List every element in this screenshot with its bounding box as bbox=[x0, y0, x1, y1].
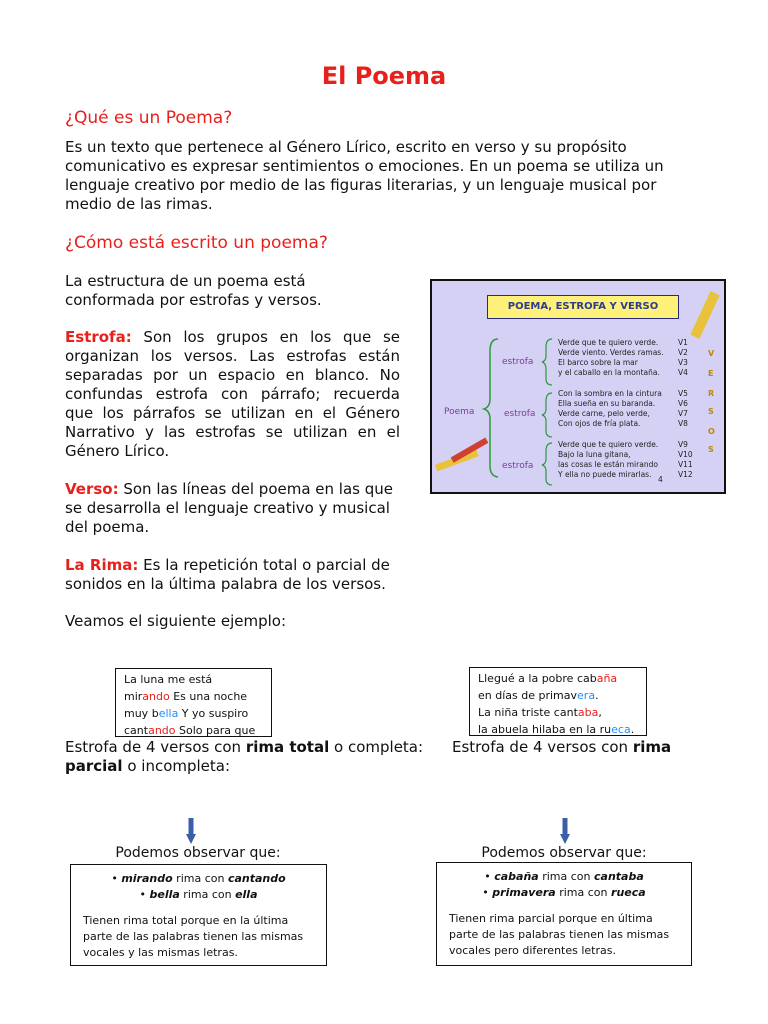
page-title: El Poema bbox=[321, 62, 447, 90]
diagram-verse-number: V12 bbox=[678, 470, 693, 479]
down-arrow-icon bbox=[186, 818, 196, 844]
right-summary-box bbox=[436, 862, 692, 966]
diagram-verse-line: Verde viento. Verdes ramas. bbox=[558, 348, 664, 357]
left-pair-1: • mirando rima con cantando bbox=[111, 872, 286, 885]
right-poem-line: La niña triste cantaba, bbox=[478, 706, 602, 719]
vertical-letter-r: R bbox=[708, 389, 715, 398]
vertical-letter-s2: S bbox=[708, 445, 714, 454]
diagram-verse-line: Verde carne, pelo verde, bbox=[558, 409, 650, 418]
rima-label: La Rima: bbox=[65, 556, 139, 574]
diagram-verse-line: Con ojos de fría plata. bbox=[558, 419, 641, 428]
left-poem-box bbox=[115, 668, 272, 737]
estrofa-label-2: estrofa bbox=[504, 409, 536, 419]
left-summary-note: Tienen rima total porque en la última parte de las palabras tienen las mismas vocales y las mismas letras. bbox=[83, 914, 304, 959]
diagram-verse-line: Ella sueña en su baranda. bbox=[558, 399, 656, 408]
left-summary-box bbox=[70, 864, 327, 966]
diagram-verse-line: Y ella no puede mirarlas. bbox=[558, 470, 652, 479]
left-pair-2: • bella rima con ella bbox=[139, 888, 258, 901]
diagram-verse-number: V8 bbox=[678, 419, 688, 428]
down-arrow-icon bbox=[560, 818, 570, 844]
diagram-verse-number: V3 bbox=[678, 358, 688, 367]
right-pair-1: • cabaña rima con cantaba bbox=[484, 870, 644, 883]
diagram-verse-number: V1 bbox=[678, 338, 688, 347]
diagram-verse-line: El barco sobre la mar bbox=[558, 358, 638, 367]
right-observe-label: Podemos observar que: bbox=[481, 845, 647, 861]
verso-text: Son las líneas del poema en las que se desarrolla el lenguaje creativo y musical del poema. bbox=[65, 480, 394, 536]
diagram-verse-line: y el caballo en la montaña. bbox=[558, 368, 660, 377]
left-poem-line: muy bella Y yo suspiro bbox=[124, 707, 249, 720]
rima-text: Es la repetición total o parcial de sonidos en la última palabra de los versos. bbox=[65, 556, 390, 593]
diagram-verse-number: V5 bbox=[678, 389, 688, 398]
diagram-verse-number: V6 bbox=[678, 399, 688, 408]
left-observe-label: Podemos observar que: bbox=[115, 845, 281, 861]
right-poem-box bbox=[469, 667, 647, 736]
diagram-header: POEMA, ESTROFA Y VERSO bbox=[487, 295, 679, 319]
diagram-verse-number: V9 bbox=[678, 440, 688, 449]
diagram-verse-number: V10 bbox=[678, 450, 693, 459]
verso-label: Verso: bbox=[65, 480, 119, 498]
diagram-verse-line: Verde que te quiero verde. bbox=[558, 440, 659, 449]
diagram-verse-number: V2 bbox=[678, 348, 688, 357]
diagram-verse-line: Bajo la luna gitana, bbox=[558, 450, 631, 459]
section-heading-what: ¿Qué es un Poema? bbox=[65, 108, 233, 128]
section-heading-how: ¿Cómo está escrito un poema? bbox=[65, 233, 328, 253]
diagram-verse-line: las cosas le están mirando bbox=[558, 460, 658, 469]
vertical-letter-o: O bbox=[708, 427, 715, 436]
right-poem-line: la abuela hilaba en la rueca. bbox=[478, 723, 635, 736]
estrofa-label: Estrofa: bbox=[65, 328, 132, 346]
left-poem-line: mirando Es una noche bbox=[124, 690, 248, 703]
rima-definition bbox=[65, 556, 400, 594]
right-summary-note: Tienen rima parcial porque en última parte de las palabras tienen las mismas vocales pero diferentes letras. bbox=[449, 912, 670, 957]
example-intro: Veamos el siguiente ejemplo: bbox=[65, 612, 287, 630]
left-poem-line: cantando Solo para que bbox=[124, 724, 256, 737]
diagram-verse-number: V11 bbox=[678, 460, 693, 469]
left-caption: Estrofa de 4 versos con rima total o completa: parcial o incompleta: bbox=[65, 738, 424, 775]
vertical-letter-v: V bbox=[708, 349, 715, 358]
right-caption: Estrofa de 4 versos con rima bbox=[452, 738, 672, 756]
estrofa-label-3: estrofa bbox=[502, 461, 534, 471]
estrofa-label-1: estrofa bbox=[502, 357, 534, 367]
right-pair-2: • primavera rima con rueca bbox=[482, 886, 646, 899]
estrofa-definition bbox=[65, 328, 400, 461]
poema-label: Poema bbox=[444, 407, 475, 417]
diagram-verse-number: V4 bbox=[678, 368, 688, 377]
estrofa-text: Son los grupos en los que se organizan los versos. Las estrofas están separadas por un espacio en blanco. No confundas estrofa con párrafo; recuerda que los párrafos se utilizan en el Género Narrativo y las estrofas se utilizan en el Género Lírico. bbox=[65, 328, 400, 460]
poem-structure-diagram bbox=[430, 279, 726, 494]
left-poem-line: La luna me está bbox=[124, 673, 213, 686]
verso-definition bbox=[65, 480, 400, 537]
vertical-letter-e: E bbox=[708, 369, 714, 378]
diagram-verse-line: Verde que te quiero verde. bbox=[558, 338, 659, 347]
right-poem-line: en días de primavera. bbox=[478, 689, 599, 702]
structure-intro: La estructura de un poema está conformada por estrofas y versos. bbox=[65, 272, 322, 309]
vertical-letter-s: S bbox=[708, 407, 714, 416]
diagram-verse-number: V7 bbox=[678, 409, 688, 418]
diagram-verse-line: Con la sombra en la cintura bbox=[558, 389, 662, 398]
right-poem-line: Llegué a la pobre cabaña bbox=[478, 672, 618, 685]
definition-paragraph: Es un texto que pertenece al Género Lírico, escrito en verso y su propósito comunicativo es expresar sentimientos o emociones. En un poema se utiliza un lenguaje creativo por medio de las figuras literarias, y un lenguaje musical por medio de las rimas. bbox=[65, 138, 664, 213]
crayon-icon bbox=[690, 291, 719, 339]
diagram-page-number: 4 bbox=[658, 475, 663, 484]
